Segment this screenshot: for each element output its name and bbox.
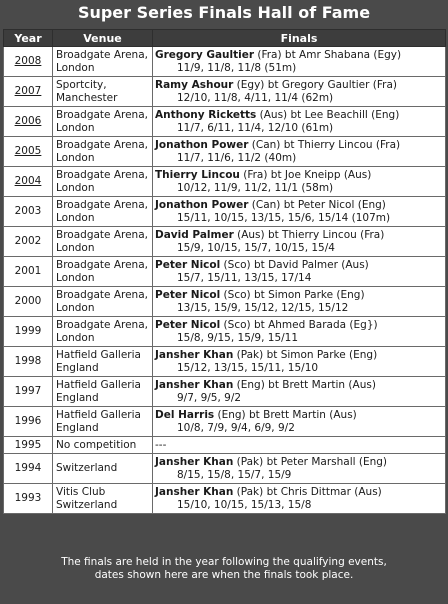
year-link[interactable]: 2005	[14, 145, 42, 158]
winner-name: Peter Nicol	[155, 288, 221, 301]
winner-name: Anthony Ricketts	[155, 108, 257, 121]
year-cell: 2003	[4, 197, 53, 227]
venue-cell: Vitis Club Switzerland	[53, 484, 153, 514]
table-row	[4, 437, 446, 454]
final-cell	[153, 484, 446, 514]
match-description: (Can) bt Thierry Lincou (Fra)	[248, 138, 401, 151]
year-cell: 1994	[4, 454, 53, 484]
year-cell: 1997	[4, 377, 53, 407]
table-row	[4, 377, 446, 407]
venue-cell: Broadgate Arena, London	[53, 227, 153, 257]
final-cell	[153, 287, 446, 317]
venue-cell: Sportcity, Manchester	[53, 77, 153, 107]
final-cell	[153, 257, 446, 287]
column-header-year: Year	[4, 30, 53, 47]
match-scores: 13/15, 15/9, 15/12, 12/15, 15/12	[177, 301, 349, 314]
venue-cell: Hatfield Galleria England	[53, 347, 153, 377]
match-scores: 10/8, 7/9, 9/4, 6/9, 9/2	[177, 421, 295, 434]
year-cell: 1998	[4, 347, 53, 377]
year-cell	[4, 137, 53, 167]
year-cell: 2000	[4, 287, 53, 317]
year-cell: 1999	[4, 317, 53, 347]
year-cell: 1996	[4, 407, 53, 437]
year-cell	[4, 107, 53, 137]
match-description: (Can) bt Peter Nicol (Eng)	[248, 198, 386, 211]
winner-name: Jansher Khan	[155, 348, 234, 361]
match-description: (Aus) bt Lee Beachill (Eng)	[256, 108, 400, 121]
venue-cell: Broadgate Arena, London	[53, 137, 153, 167]
table-row	[4, 484, 446, 514]
match-scores: 10/12, 11/9, 11/2, 11/1 (58m)	[177, 181, 334, 194]
year-link[interactable]: 2008	[14, 55, 42, 68]
final-cell	[153, 407, 446, 437]
final-cell	[153, 437, 446, 454]
final-cell	[153, 77, 446, 107]
match-scores: 15/9, 10/15, 15/7, 10/15, 15/4	[177, 241, 335, 254]
match-description: (Fra) bt Joe Kneipp (Aus)	[239, 168, 372, 181]
winner-name: Jonathon Power	[155, 198, 249, 211]
winner-name: Jansher Khan	[155, 378, 234, 391]
year-cell	[4, 77, 53, 107]
venue-cell: Broadgate Arena, London	[53, 317, 153, 347]
table-row	[4, 107, 446, 137]
match-scores: 11/9, 11/8, 11/8 (51m)	[177, 61, 297, 74]
year-cell: 1995	[4, 437, 53, 454]
winner-name: Ramy Ashour	[155, 78, 234, 91]
venue-cell: Broadgate Arena, London	[53, 287, 153, 317]
table-row	[4, 287, 446, 317]
match-description: (Pak) bt Chris Dittmar (Aus)	[233, 485, 382, 498]
winner-name: Gregory Gaultier	[155, 48, 255, 61]
year-cell: 2002	[4, 227, 53, 257]
page-title: Super Series Finals Hall of Fame	[77, 3, 371, 22]
table-row	[4, 167, 446, 197]
match-description: (Pak) bt Simon Parke (Eng)	[233, 348, 378, 361]
match-scores: 12/10, 11/8, 4/11, 11/4 (62m)	[177, 91, 334, 104]
footnote-line: dates shown here are when the finals took place.	[94, 569, 354, 581]
year-cell	[4, 47, 53, 77]
match-scores: 11/7, 6/11, 11/4, 12/10 (61m)	[177, 121, 334, 134]
venue-cell: Switzerland	[53, 454, 153, 484]
year-link[interactable]: 2006	[14, 115, 42, 128]
final-cell	[153, 454, 446, 484]
match-description: (Sco) bt Simon Parke (Eng)	[220, 288, 365, 301]
table-row	[4, 227, 446, 257]
table-row	[4, 257, 446, 287]
winner-name: Jansher Khan	[155, 485, 234, 498]
venue-cell: Broadgate Arena, London	[53, 197, 153, 227]
table-row	[4, 137, 446, 167]
year-link[interactable]: 2004	[14, 175, 42, 188]
table-header-row	[4, 30, 446, 47]
table-row	[4, 197, 446, 227]
match-scores: 9/7, 9/5, 9/2	[177, 391, 242, 404]
winner-name: Peter Nicol	[155, 258, 221, 271]
venue-cell: Hatfield Galleria England	[53, 407, 153, 437]
match-scores: 15/11, 10/15, 13/15, 15/6, 15/14 (107m)	[177, 211, 391, 224]
table-row	[4, 347, 446, 377]
year-cell	[4, 167, 53, 197]
venue-cell: Broadgate Arena, London	[53, 167, 153, 197]
winner-name: David Palmer	[155, 228, 234, 241]
match-scores: 15/7, 15/11, 13/15, 17/14	[177, 271, 312, 284]
final-cell	[153, 347, 446, 377]
match-scores: 15/10, 10/15, 15/13, 15/8	[177, 498, 312, 511]
winner-name: Peter Nicol	[155, 318, 221, 331]
table-row	[4, 47, 446, 77]
match-description: (Aus) bt Thierry Lincou (Fra)	[233, 228, 385, 241]
winner-name: Thierry Lincou	[155, 168, 240, 181]
column-header-venue: Venue	[53, 30, 153, 47]
year-cell: 2001	[4, 257, 53, 287]
venue-cell: Broadgate Arena, London	[53, 257, 153, 287]
winner-name: Del Harris	[155, 408, 215, 421]
match-description: (Sco) bt David Palmer (Aus)	[220, 258, 369, 271]
year-link[interactable]: 2007	[14, 85, 42, 98]
table-row	[4, 454, 446, 484]
final-cell	[153, 167, 446, 197]
match-scores: 15/12, 13/15, 15/11, 15/10	[177, 361, 319, 374]
footnote-line: The finals are held in the year following the qualifying events,	[61, 556, 387, 568]
column-header-finals: Finals	[153, 30, 446, 47]
venue-cell: No competition	[53, 437, 153, 454]
match-scores: 11/7, 11/6, 11/2 (40m)	[177, 151, 297, 164]
final-cell	[153, 377, 446, 407]
match-description: (Pak) bt Peter Marshall (Eng)	[233, 455, 388, 468]
final-cell	[153, 197, 446, 227]
match-description: ---	[155, 438, 167, 451]
final-cell	[153, 317, 446, 347]
match-description: (Fra) bt Amr Shabana (Egy)	[254, 48, 402, 61]
match-scores: 15/8, 9/15, 15/9, 15/11	[177, 331, 299, 344]
table-row	[4, 77, 446, 107]
final-cell	[153, 47, 446, 77]
footnote	[0, 556, 448, 582]
venue-cell: Broadgate Arena, London	[53, 107, 153, 137]
winner-name: Jansher Khan	[155, 455, 234, 468]
final-cell	[153, 227, 446, 257]
final-cell	[153, 107, 446, 137]
venue-cell: Broadgate Arena, London	[53, 47, 153, 77]
winner-name: Jonathon Power	[155, 138, 249, 151]
venue-cell: Hatfield Galleria England	[53, 377, 153, 407]
table-row	[4, 317, 446, 347]
match-description: (Eng) bt Brett Martin (Aus)	[214, 408, 357, 421]
match-description: (Egy) bt Gregory Gaultier (Fra)	[233, 78, 397, 91]
match-description: (Sco) bt Ahmed Barada (Eg})	[220, 318, 378, 331]
match-scores: 8/15, 15/8, 15/7, 15/9	[177, 468, 292, 481]
match-description: (Eng) bt Brett Martin (Aus)	[233, 378, 376, 391]
final-cell	[153, 137, 446, 167]
table-row	[4, 407, 446, 437]
finals-table	[3, 29, 446, 514]
year-cell: 1993	[4, 484, 53, 514]
